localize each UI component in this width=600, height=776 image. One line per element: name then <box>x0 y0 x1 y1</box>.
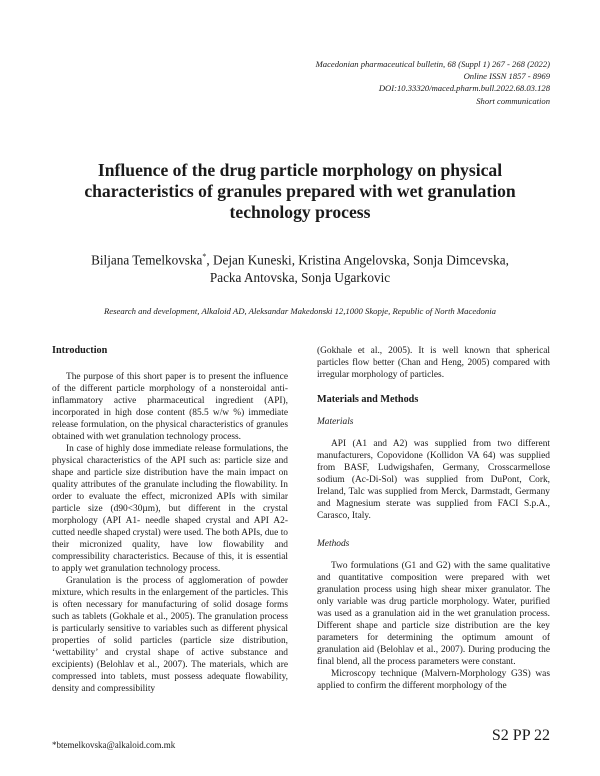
left-column <box>52 345 288 695</box>
paragraph: Granulation is the process of agglomeration of powder mixture, which results in the enlargement of the particles. This is often necessary for manufacturing of solid dosage forms such as tablets (Gokhale et al., 2005). The granulation process is particularly sensitive to variables such as different physical properties of solid particles (particle size distribution, ‘wettability’ and crystal shape of active substance and excipients) (Belohlav et al., 2007). The materials, which are compressed into tablets, must possess adequate flowability, density and compressibility <box>52 576 288 694</box>
journal-issn: Online ISSN 1857 - 8969 <box>463 71 550 82</box>
article-type: Short communication <box>476 95 550 106</box>
paragraph: Microscopy technique (Malvern-Morphology G3S) was applied to confirm the different morphology of the <box>317 669 550 691</box>
corresponding-author: Biljana Temelkovska <box>91 252 203 268</box>
materials-subheading: Materials <box>317 417 354 427</box>
journal-citation: Macedonian pharmaceutical bulletin, 68 (Suppl 1) 267 - 268 (2022) <box>315 59 550 69</box>
corresponding-author-mark: * <box>202 252 207 261</box>
co-authors: , Dejan Kuneski, Kristina Angelovska, Sonja Dimcevska, <box>206 252 509 268</box>
paragraph: The purpose of this short paper is to present the influence of the different particle morphology of a nonsteroidal anti-inflammatory active pharmaceutical ingredient (API), incorporated in high dose content (85.5 w/w %) immediate release formulation, on the physical characteristics of granules obtained with wet granulation technology process. <box>52 372 288 442</box>
journal-header <box>316 58 550 107</box>
materials-methods-heading: Materials and Methods <box>317 394 419 405</box>
journal-doi[interactable]: DOI:10.33320/maced.pharm.bull.2022.68.03.128 <box>378 83 550 94</box>
paragraph: (Gokhale et al., 2005). It is well known that spherical particles flow better (Chan and Heng, 2005) compared with irregular morphology of particles. <box>317 346 550 380</box>
article-title <box>60 160 540 223</box>
introduction-heading: Introduction <box>52 345 108 356</box>
author-line: Packa Antovska, Sonja Ugarkovic <box>209 270 391 286</box>
page-number: S2 PP 22 <box>491 727 550 744</box>
author-line <box>60 248 540 269</box>
right-column <box>317 345 550 692</box>
affiliation: Research and development, Alkaloid AD, Aleksandar Makedonski 12,1000 Skopje, Republic of North Macedonia <box>104 306 496 316</box>
paragraph: API (A1 and A2) was supplied from two different manufacturers, Copovidone (Kollidon VA 64) was supplied from BASF, Ludwigshafen, Germany, Crosscarmellose sodium (Ac-Di-Sol) was supplied from DuPont, Cork, Ireland, Talc was supplied from Merck, Darmstadt, Germany and Magnesium sterate was supplied from FACI S.p.A., Carasco, Italy. <box>317 439 550 521</box>
methods-subheading: Methods <box>317 539 350 549</box>
title-line: technology process <box>229 202 371 222</box>
paragraph: In case of highly dose immediate release formulations, the physical characteristics of the API such as: particle size and shape and particle size distribution have the main impact on quality attributes of the granulate including the flowability. In order to evaluate the effect, micronized APIs with similar particle size (d90<30µm), but different in the crystal morphology (API A1- needle shaped crystal and API A2-cutted needle shaped crystal) were used. The both APIs, due to their micronized quality, have low flowability and compressibility characteristics. Because of this, it is essential to apply wet granulation technology process. <box>52 444 288 574</box>
corresponding-email[interactable]: *btemelkovska@alkaloid.com.mk <box>52 740 176 750</box>
paragraph: Two formulations (G1 and G2) with the same qualitative and quantitative composition were prepared with wet granulation process using high shear mixer granulator. The only variable was drug particle morphology. Water, purified was used as a granulation aid in the wet granulation process. Different shape and particle size distribution are the key parameters for determining the optimum amount of granulation aid (Belohlav et al., 2007). During producing the final blend, all the process parameters were constant. <box>317 561 550 667</box>
title-line: characteristics of granules prepared with wet granulation <box>84 181 516 201</box>
title-line: Influence of the drug particle morphology on physical <box>97 160 503 180</box>
author-list <box>60 248 540 287</box>
